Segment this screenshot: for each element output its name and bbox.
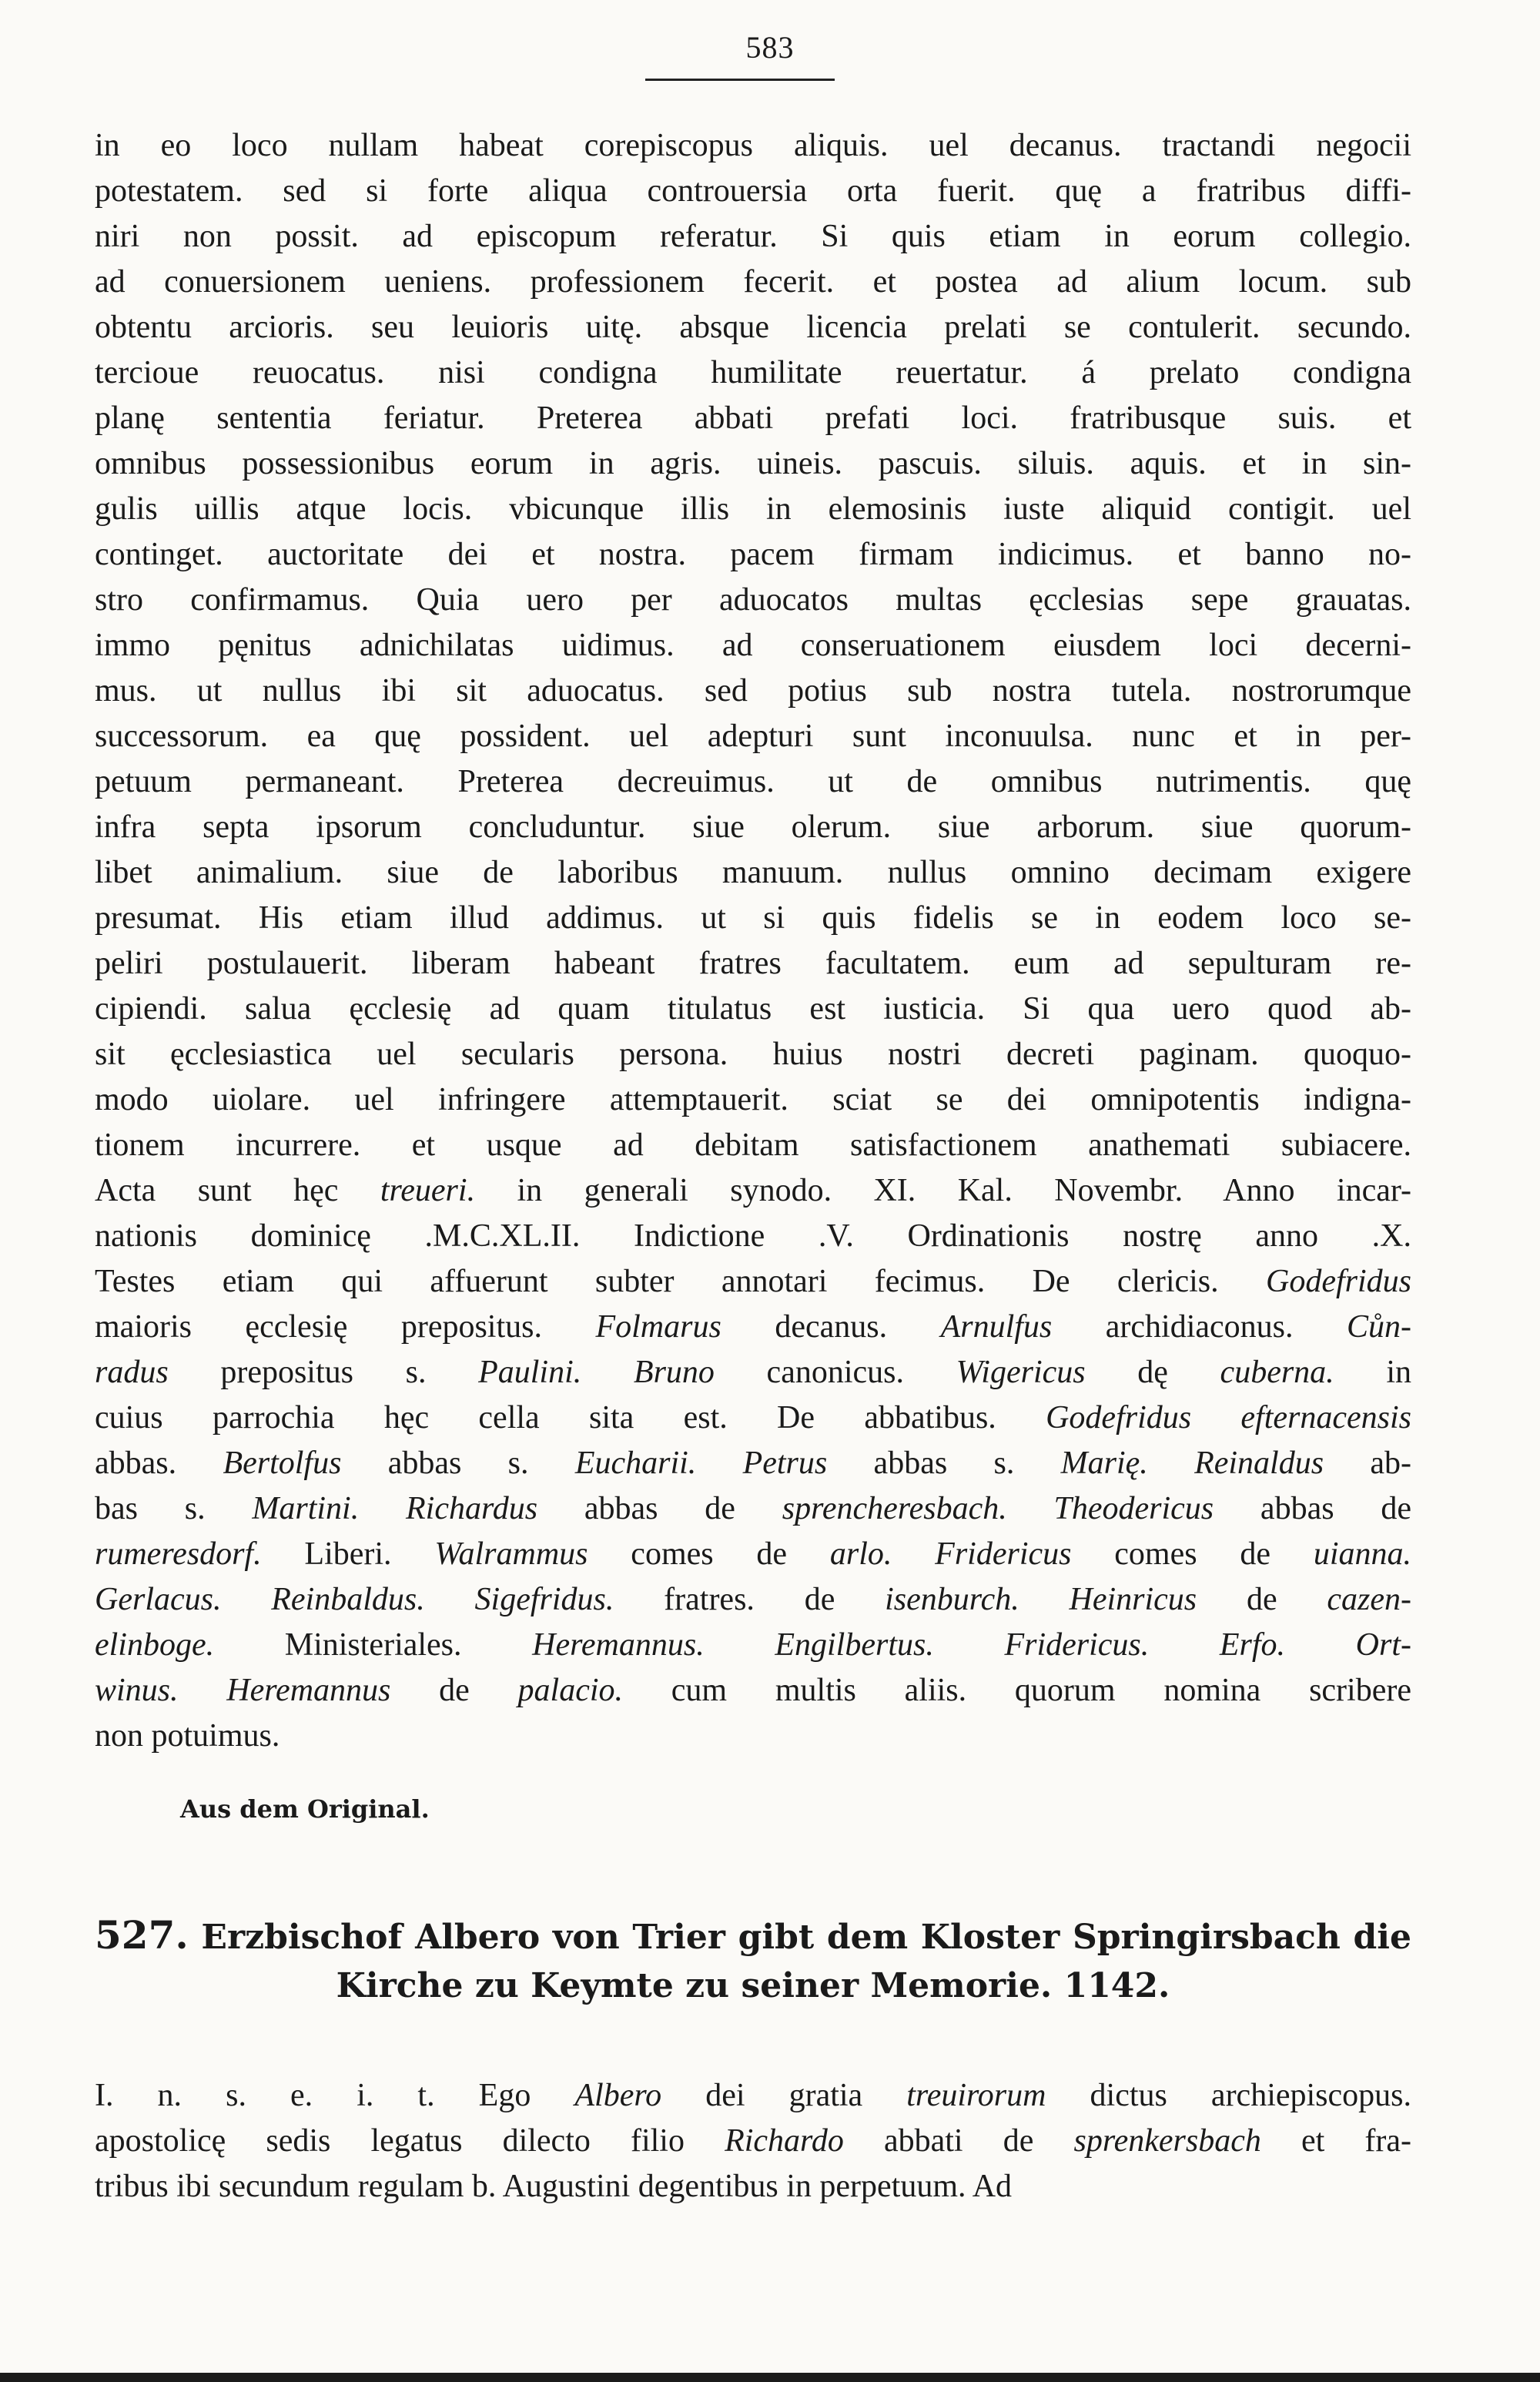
italic-name: Walrammus xyxy=(434,1536,588,1572)
page-number-rule xyxy=(645,79,835,81)
text-line xyxy=(95,2073,1411,2119)
text-line xyxy=(95,1577,1411,1623)
text-segment: et fra- xyxy=(1260,2123,1411,2159)
italic-name: treuirorum xyxy=(906,2078,1046,2113)
text-segment: in generali synodo. XI. Kal. Novembr. Anno incar- xyxy=(475,1173,1411,1208)
text-segment: cuius parrochia hęc cella sita est. De abbatibus. xyxy=(95,1400,1046,1436)
italic-name: Paulini. xyxy=(478,1355,582,1390)
text-segment: maioris ęcclesię prepositus. xyxy=(95,1309,596,1345)
scan-edge xyxy=(0,2373,1540,2382)
document-number: 527. xyxy=(95,1912,189,1958)
text-segment: decanus. xyxy=(721,1309,941,1345)
text-segment: comes de xyxy=(1071,1536,1314,1572)
text-segment: nationis dominicę .M.C.XL.II. Indictione .V. Ordinationis nostrę anno .X. xyxy=(95,1218,1411,1254)
text-line: peliri postulauerit. liberam habeant fratres facultatem. eum ad sepulturam re- xyxy=(95,946,1411,981)
text-line xyxy=(95,1350,1411,1395)
text-line: presumat. His etiam illud addimus. ut si quis fidelis se in eodem loco se- xyxy=(95,900,1411,936)
text-line: planę sententia feriatur. Preterea abbati prefati loci. fratribusque suis. et xyxy=(95,400,1411,436)
text-segment: de xyxy=(1197,1582,1327,1617)
text-segment xyxy=(1007,1491,1054,1526)
text-segment xyxy=(1148,1446,1194,1481)
italic-name: Fridericus xyxy=(935,1536,1072,1572)
text-line: potestatem. sed si forte aliqua controuersia orta fuerit. quę a fratribus diffi- xyxy=(95,173,1411,209)
text-segment: in xyxy=(1334,1355,1411,1390)
italic-name: Godefridus xyxy=(1266,1264,1411,1299)
text-line: ad conuersionem ueniens. professionem fecerit. et postea ad alium locum. sub xyxy=(95,264,1411,300)
text-line xyxy=(95,1441,1411,1486)
italic-name: Bruno xyxy=(633,1355,715,1390)
charter-body-text xyxy=(95,123,1411,1168)
text-line: tercioue reuocatus. nisi condigna humilitate reuertatur. á prelato condigna xyxy=(95,355,1411,390)
italic-name: Albero xyxy=(574,2078,662,2113)
text-line: tionem incurrere. et usque ad debitam satisfactionem anathemati subiacere. xyxy=(95,1127,1411,1163)
italic-name: Marię. xyxy=(1060,1446,1148,1481)
text-line: infra septa ipsorum concluduntur. siue olerum. siue arborum. siue quorum- xyxy=(95,809,1411,845)
italic-name: rumeresdorf. xyxy=(95,1536,262,1572)
text-segment xyxy=(359,1491,406,1526)
italic-name: Martini. xyxy=(252,1491,360,1526)
text-line: successorum. ea quę possident. uel adepturi sunt inconuulsa. nunc et in per- xyxy=(95,719,1411,754)
text-line xyxy=(95,1668,1411,1714)
italic-name: arlo. xyxy=(829,1536,892,1572)
text-segment: Acta sunt hęc xyxy=(95,1173,380,1208)
italic-name: Heremannus. Engilbertus. Fridericus. Erfo. Ort- xyxy=(532,1627,1411,1663)
italic-name: uianna. xyxy=(1313,1536,1411,1572)
italic-name: Gerlacus. Reinbaldus. Sigefridus. xyxy=(95,1582,614,1617)
italic-name: winus. Heremannus xyxy=(95,1673,391,1708)
text-segment: Testes etiam qui affuerunt subter annotari fecimus. De clericis. xyxy=(95,1264,1266,1299)
italic-name: Bertolfus xyxy=(223,1446,342,1481)
italic-name: sprencheresbach. xyxy=(782,1491,1007,1526)
text-line: niri non possit. ad episcopum referatur. Si quis etiam in eorum collegio. xyxy=(95,219,1411,254)
text-segment: cum multis aliis. quorum nomina scribere xyxy=(623,1673,1411,1708)
text-line: modo uiolare. uel infringere attemptauerit. sciat se dei omnipotentis indigna- xyxy=(95,1082,1411,1117)
document-heading xyxy=(95,1910,1411,2012)
italic-name: isenburch. Heinricus xyxy=(885,1582,1197,1617)
text-line: immo pęnitus adnichilatas uidimus. ad conseruationem eiusdem loci decerni- xyxy=(95,628,1411,663)
text-line xyxy=(95,2119,1411,2164)
text-line xyxy=(95,1623,1411,1668)
italic-name: Cůn- xyxy=(1347,1309,1411,1345)
text-segment: dictus archiepiscopus. xyxy=(1046,2078,1412,2113)
italic-name: Theodericus xyxy=(1053,1491,1214,1526)
italic-name: treueri. xyxy=(380,1173,476,1208)
italic-name: Wigericus xyxy=(956,1355,1086,1390)
text-line: obtentu arcioris. seu leuioris uitę. absque licencia prelati se contulerit. secundo. xyxy=(95,310,1411,345)
text-segment: non potuimus. xyxy=(95,1718,280,1754)
text-line xyxy=(95,1486,1411,1532)
text-segment: comes de xyxy=(588,1536,830,1572)
text-segment: abbas. xyxy=(95,1446,223,1481)
text-line xyxy=(95,1714,1411,1759)
text-segment: dę xyxy=(1085,1355,1220,1390)
text-line xyxy=(95,2164,1411,2209)
italic-name: Reinaldus xyxy=(1194,1446,1324,1481)
text-line xyxy=(95,1214,1411,1259)
italic-name: Arnulfus xyxy=(940,1309,1053,1345)
text-line: cipiendi. salua ęcclesię ad quam titulatus est iusticia. Si qua uero quod ab- xyxy=(95,991,1411,1027)
text-segment: canonicus. xyxy=(714,1355,956,1390)
text-segment: abbas de xyxy=(1214,1491,1411,1526)
text-segment: Ministeriales. xyxy=(214,1627,533,1663)
text-segment: prepositus s. xyxy=(168,1355,479,1390)
italic-name: palacio. xyxy=(517,1673,624,1708)
italic-name: Folmarus xyxy=(595,1309,721,1345)
text-line: sit ęcclesiastica uel secularis persona. huius nostri decreti paginam. quoquo- xyxy=(95,1037,1411,1072)
text-segment: de xyxy=(390,1673,518,1708)
page-number: 583 xyxy=(745,30,795,65)
text-line: omnibus possessionibus eorum in agris. uineis. pascuis. siluis. aquis. et in sin- xyxy=(95,446,1411,481)
text-segment: tribus ibi secundum regulam b. Augustini degentibus in perpetuum. Ad xyxy=(95,2169,1013,2204)
text-line: libet animalium. siue de laboribus manuum. nullus omnino decimam exigere xyxy=(95,855,1411,890)
italic-name: Richardus xyxy=(406,1491,538,1526)
text-line xyxy=(95,1395,1411,1441)
text-segment: abbas s. xyxy=(341,1446,575,1481)
text-line: stro confirmamus. Quia uero per aduocatos multas ęcclesias sepe grauatas. xyxy=(95,582,1411,618)
source-note: Aus dem Original. xyxy=(180,1794,430,1824)
text-line: continget. auctoritate dei et nostra. pacem firmam indicimus. et banno no- xyxy=(95,537,1411,572)
text-line: mus. ut nullus ibi sit aduocatus. sed potius sub nostra tutela. nostrorumque xyxy=(95,673,1411,709)
italic-name: Richardo xyxy=(725,2123,844,2159)
document-heading-line2: Kirche zu Keymte zu seiner Memorie. 1142. xyxy=(336,1966,1170,2005)
text-segment xyxy=(581,1355,634,1390)
document-527-text xyxy=(95,2073,1411,2209)
italic-name: Godefridus efternacensis xyxy=(1046,1400,1412,1436)
text-segment: dei gratia xyxy=(661,2078,907,2113)
text-segment: Liberi. xyxy=(261,1536,435,1572)
text-line xyxy=(95,1305,1411,1350)
text-segment: apostolicę sedis legatus dilecto filio xyxy=(95,2123,725,2159)
text-segment: abbas de xyxy=(537,1491,782,1526)
text-line: petuum permaneant. Preterea decreuimus. ut de omnibus nutrimentis. quę xyxy=(95,764,1411,799)
italic-name: Eucharii. xyxy=(574,1446,697,1481)
italic-name: sprenkersbach xyxy=(1073,2123,1261,2159)
document-heading-line1 xyxy=(95,1910,1411,1961)
document-heading-title: Erzbischof Albero von Trier gibt dem Kloster Springirsbach die xyxy=(201,1918,1411,1957)
text-segment: fratres. de xyxy=(614,1582,886,1617)
italic-name: elinboge. xyxy=(95,1627,215,1663)
italic-name: cazen- xyxy=(1327,1582,1411,1617)
text-line xyxy=(95,1168,1411,1214)
charter-witness-list xyxy=(95,1168,1411,1759)
italic-name: Petrus xyxy=(742,1446,828,1481)
text-line xyxy=(95,1259,1411,1305)
text-segment: ab- xyxy=(1324,1446,1411,1481)
text-segment: bas s. xyxy=(95,1491,253,1526)
text-segment: I. n. s. e. i. t. Ego xyxy=(95,2078,575,2113)
text-segment xyxy=(892,1536,935,1572)
text-segment xyxy=(696,1446,742,1481)
italic-name: radus xyxy=(95,1355,169,1390)
text-segment: archidiaconus. xyxy=(1052,1309,1347,1345)
text-segment: abbas s. xyxy=(827,1446,1061,1481)
text-line: gulis uillis atque locis. vbicunque illis in elemosinis iuste aliquid contigit. uel xyxy=(95,491,1411,527)
text-line xyxy=(95,1532,1411,1577)
text-line: in eo loco nullam habeat corepiscopus aliquis. uel decanus. tractandi negocii xyxy=(95,128,1411,163)
italic-name: cuberna. xyxy=(1220,1355,1334,1390)
text-segment: abbati de xyxy=(843,2123,1074,2159)
